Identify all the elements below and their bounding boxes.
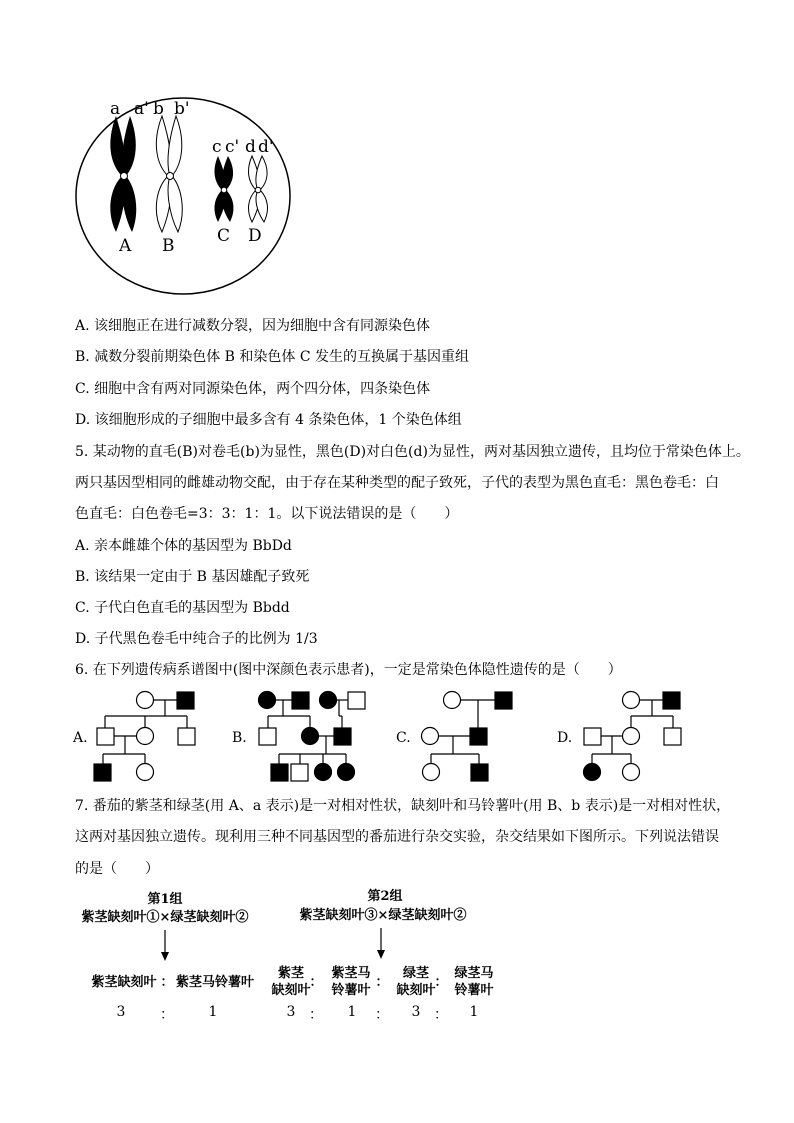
pedigree-label-b: B.: [232, 730, 247, 746]
q6-stem: 6. 在下列遗传病系谱图中(图中深颜色表示患者)，一定是常染色体隐性遗传的是（ ）: [75, 662, 622, 678]
group2-cross: 紫茎缺刻叶③×绿茎缺刻叶②: [299, 908, 467, 923]
group1-title: 第1组: [147, 892, 183, 907]
group2-colon-3: ：: [434, 975, 448, 990]
group2-ratio-colon-3: ：: [434, 1007, 448, 1023]
group2-offspring-2-line-2: 铃薯叶: [331, 983, 371, 998]
group2-offspring-2: [326, 965, 376, 999]
group2-ratio-1: 3: [286, 1004, 296, 1020]
label-d-prime: d': [258, 137, 274, 157]
label-chrom-C: C: [217, 226, 231, 246]
q7-stem-line-3: 的是（ ）: [75, 861, 159, 877]
label-chrom-D: D: [248, 226, 262, 246]
q5-stem-line-1: 5. 某动物的直毛(B)对卷毛(b)为显性，黑色(D)对白色(d)为显性，两对基因独立遗传，且均位于常染色体上。: [75, 444, 750, 460]
label-c-prime: c': [225, 137, 240, 157]
label-b-prime: b': [174, 99, 190, 119]
chromosome-b: [156, 116, 182, 232]
group1-arrow: [158, 930, 172, 962]
group2-ratio-colon-1: ：: [309, 1007, 323, 1023]
label-c: c: [212, 137, 222, 157]
q5-option-b: B. 该结果一定由于 B 基因雄配子致死: [75, 569, 310, 585]
chromosome-a: [110, 116, 136, 232]
group1-offspring-1: 紫茎缺刻叶: [91, 975, 157, 990]
q5-stem-line-3: 色直毛：白色卷毛=3：3：1：1。以下说法错误的是（ ）: [75, 506, 459, 522]
group2-colon-2: ：: [375, 975, 389, 990]
group2-ratio-4: 1: [469, 1004, 479, 1020]
group2-ratio-colon-2: ：: [375, 1007, 389, 1023]
group2-ratio-3: 3: [411, 1004, 421, 1020]
group2-ratio-2: 1: [347, 1004, 357, 1020]
label-a: a: [110, 99, 121, 119]
group2-offspring-3-line-1: 绿茎: [402, 966, 429, 981]
q4-option-b: B. 减数分裂前期染色体 B 和染色体 C 发生的互换属于基因重组: [75, 349, 469, 365]
group2-offspring-2-line-1: 紫茎马: [331, 966, 371, 981]
q4-option-a: A. 该细胞正在进行减数分裂，因为细胞中含有同源染色体: [75, 318, 431, 334]
q5-option-a: A. 亲本雌雄个体的基因型为 BbDd: [75, 538, 292, 554]
q4-option-d: D. 该细胞形成的子细胞中最多含有 4 条染色体，1 个染色体组: [75, 412, 462, 428]
cell-chromosome-figure: [70, 92, 300, 298]
pedigree-label-c: C.: [396, 730, 411, 746]
group2-arrow: [374, 928, 388, 960]
q5-stem-line-2: 两只基因型相同的雌雄动物交配，由于存在某种类型的配子致死，子代的表型为黑色直毛：黑色卷毛：白: [75, 475, 719, 491]
q4-option-c: C. 细胞中含有两对同源染色体，两个四分体，四条染色体: [75, 381, 431, 397]
pedigree-b: [259, 692, 366, 782]
pedigree-figures: [65, 684, 705, 786]
group2-offspring-4: [449, 965, 499, 999]
group2-offspring-4-line-1: 绿茎马: [454, 966, 494, 981]
q5-option-d: D. 子代黑色卷毛中纯合子的比例为 1/3: [75, 631, 318, 647]
pedigree-a: [94, 692, 195, 782]
pedigree-d: [584, 692, 682, 781]
group1-ratio-colon: ：: [160, 1007, 174, 1023]
group2-offspring-1-line-2: 缺刻叶: [271, 983, 311, 998]
label-chrom-A: A: [119, 236, 132, 256]
group2-offspring-4-line-2: 铃薯叶: [454, 983, 494, 998]
group1-ratio-1: 3: [116, 1004, 126, 1020]
group1-offspring-2: 紫茎马铃薯叶: [175, 975, 254, 990]
group2-offspring-1-line-1: 紫茎: [277, 966, 304, 981]
label-a-prime: a': [134, 99, 149, 119]
group2-offspring-3-line-2: 缺刻叶: [396, 983, 436, 998]
label-b: b: [153, 99, 164, 119]
group1-ratio-2: 1: [208, 1004, 218, 1020]
q7-stem-line-2: 这两对基因独立遗传。现利用三种不同基因型的番茄进行杂交实验，杂交结果如下图所示。下列说法错误: [75, 829, 719, 845]
label-d: d: [245, 137, 256, 157]
pedigree-c: [422, 692, 513, 782]
group1-colon: ：: [160, 975, 174, 990]
chromosome-c: [215, 156, 234, 222]
q7-stem-line-1: 7. 番茄的紫茎和绿茎(用 A、a 表示)是一对相对性状，缺刻叶和马铃薯叶(用 B、b 表示)是一对相对性状，: [75, 798, 731, 814]
group2-title: 第2组: [367, 889, 403, 904]
pedigree-label-a: A.: [73, 730, 88, 746]
q5-option-c: C. 子代白色直毛的基因型为 Bbdd: [75, 600, 290, 616]
pedigree-label-d: D.: [557, 730, 573, 746]
label-chrom-B: B: [162, 236, 175, 256]
group1-cross: 紫茎缺刻叶①×绿茎缺刻叶②: [81, 910, 249, 925]
group2-colon-1: ：: [309, 975, 323, 990]
chromosome-d: [249, 156, 268, 222]
